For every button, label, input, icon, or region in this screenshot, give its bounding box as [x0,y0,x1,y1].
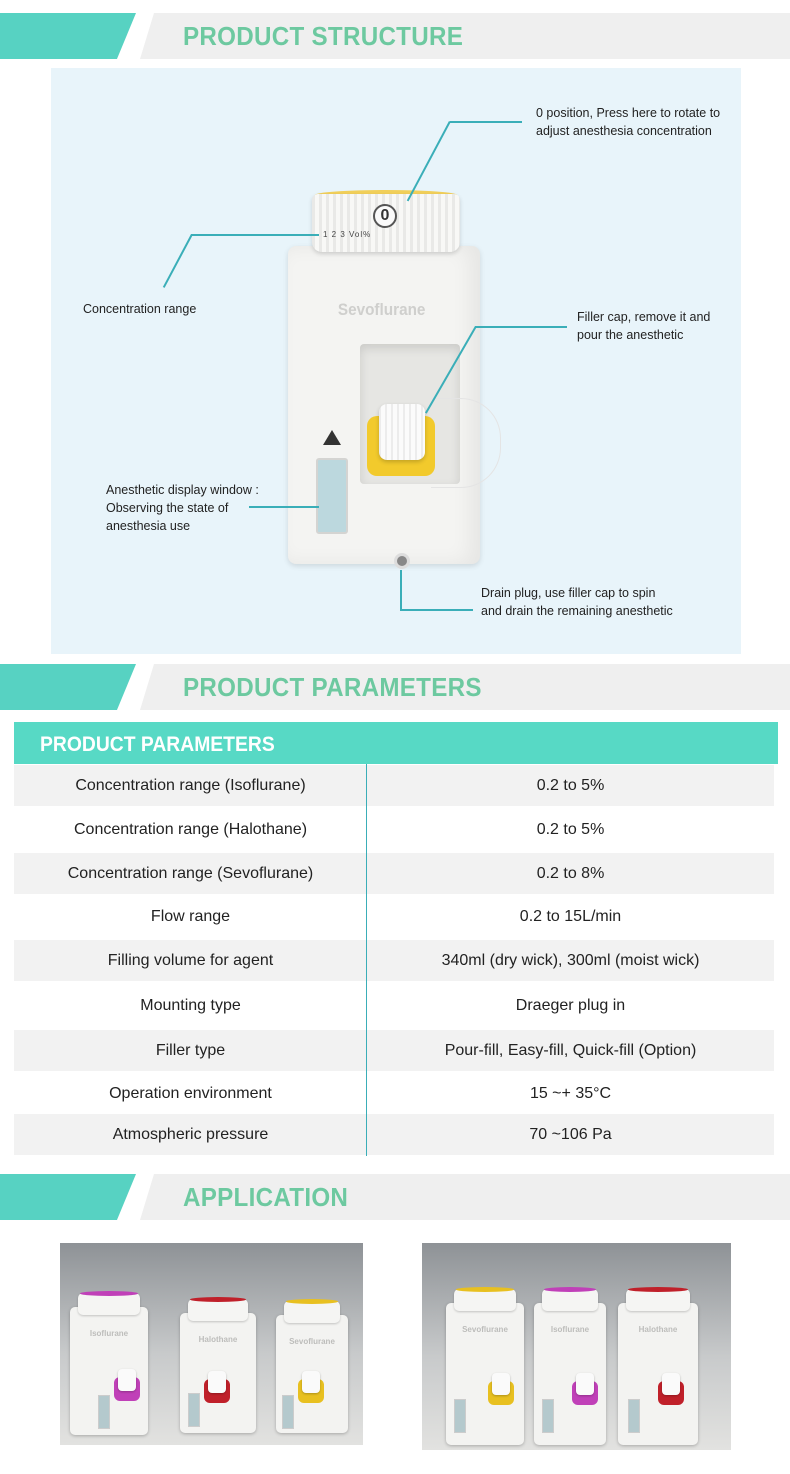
unit-color-ring [628,1287,688,1292]
device-agent-label: Sevoflurane [337,300,426,319]
unit-window [542,1399,554,1433]
unit-window [628,1399,640,1433]
unit-dial [284,1301,340,1323]
header-accent [0,1174,136,1220]
table-row [14,765,774,806]
unit-label: Halothane [638,1325,678,1334]
table-row [14,853,774,894]
leader-line [191,234,319,236]
param-value: 70 ~106 Pa [529,1126,612,1143]
section-header-parameters [0,664,790,710]
table-row [14,896,774,937]
unit-dial [78,1293,140,1315]
param-value: 0.2 to 5% [536,821,605,838]
callout-line: anesthesia use [106,519,191,533]
section-title: PRODUCT STRUCTURE [183,21,464,51]
filler-cap [379,404,425,460]
param-name: Concentration range (Sevoflurane) [67,865,314,882]
unit-window [188,1393,200,1427]
leader-line [450,121,522,123]
header-accent [0,664,136,710]
param-value: 15 ~+ 35°C [529,1085,612,1102]
callout-line: Filler cap, remove it and [577,310,711,324]
leader-line [400,570,402,610]
application-photo-right [422,1243,731,1450]
param-name: Atmospheric pressure [112,1126,269,1143]
unit-label: Halothane [198,1335,238,1344]
unit-color-ring [190,1297,246,1302]
unit-cap [208,1371,226,1393]
table-row [14,1114,774,1155]
vaporizer-unit [180,1313,256,1433]
param-name: Concentration range (Halothane) [73,821,308,838]
unit-label: Isoflurane [89,1329,129,1338]
callout-concentration-range: Concentration range [83,302,197,316]
param-value: 0.2 to 8% [536,865,605,882]
callout-drain-plug [481,584,673,620]
vaporizer-unit [276,1315,348,1433]
unit-dial [542,1289,598,1311]
unit-color-ring [544,1287,596,1292]
unit-dial [188,1299,248,1321]
unit-cap [576,1373,594,1395]
unit-window [282,1395,294,1429]
section-title: PRODUCT PARAMETERS [183,672,482,702]
callout-line: Anesthetic display window : [106,483,259,497]
section-header-structure [0,13,790,59]
param-value: 0.2 to 15L/min [519,908,622,925]
cap-tether [431,398,501,488]
table-row [14,1073,774,1114]
vaporizer-unit [618,1303,698,1445]
callout-line: Drain plug, use filler cap to spin [481,586,656,600]
warning-icon [323,430,341,445]
leader-line [407,121,451,201]
leader-line [163,234,193,288]
leader-line [400,609,473,611]
application-photo-left [60,1243,363,1445]
unit-window [454,1399,466,1433]
unit-color-ring [456,1287,514,1292]
table-row [14,985,774,1026]
unit-cap [118,1369,136,1391]
vaporizer-unit [446,1303,524,1445]
param-value: 0.2 to 5% [536,777,605,794]
param-name: Filling volume for agent [107,952,274,969]
section-header-application [0,1174,790,1220]
unit-color-ring [286,1299,338,1304]
unit-dial [454,1289,516,1311]
table-header-label: PRODUCT PARAMETERS [40,733,275,756]
product-structure-panel [51,68,741,654]
display-window [316,458,348,534]
unit-window [98,1395,110,1429]
leader-line [249,506,319,508]
unit-label: Isoflurane [550,1325,590,1334]
unit-label: Sevoflurane [462,1325,508,1334]
callout-filler-cap [577,308,710,344]
unit-color-ring [80,1291,138,1296]
param-name: Concentration range (Isoflurane) [75,777,306,794]
unit-cap [302,1371,320,1393]
header-accent [0,13,136,59]
callout-zero-position [536,104,720,140]
callout-line: pour the anesthetic [577,328,684,342]
callout-line: 0 position, Press here to rotate to [536,106,721,120]
section-title: APPLICATION [183,1182,349,1212]
callout-line: and drain the remaining anesthetic [481,604,673,618]
param-name: Operation environment [109,1085,272,1102]
param-name: Flow range [150,908,231,925]
drain-plug [394,553,410,569]
vaporizer-unit [534,1303,606,1445]
table-row [14,809,774,850]
param-value: Pour-fill, Easy-fill, Quick-fill (Option) [444,1042,697,1059]
param-value: 340ml (dry wick), 300ml (moist wick) [441,952,700,969]
param-name: Filler type [155,1042,226,1059]
table-row [14,1030,774,1071]
callout-display-window [106,481,259,535]
leader-line [475,326,567,328]
dial-zero-button: 0 [373,204,397,228]
unit-cap [492,1373,510,1395]
column-divider [366,764,367,1156]
vaporizer-unit [70,1307,148,1435]
table-row [14,940,774,981]
unit-cap [662,1373,680,1395]
table-header [14,722,778,764]
callout-line: adjust anesthesia concentration [536,124,712,138]
param-name: Mounting type [140,997,241,1014]
param-value: Draeger plug in [515,997,626,1014]
unit-label: Sevoflurane [289,1337,335,1346]
unit-dial [626,1289,690,1311]
dial-scale: 1 2 3 Vol% [323,230,372,239]
callout-line: Observing the state of [106,501,229,515]
